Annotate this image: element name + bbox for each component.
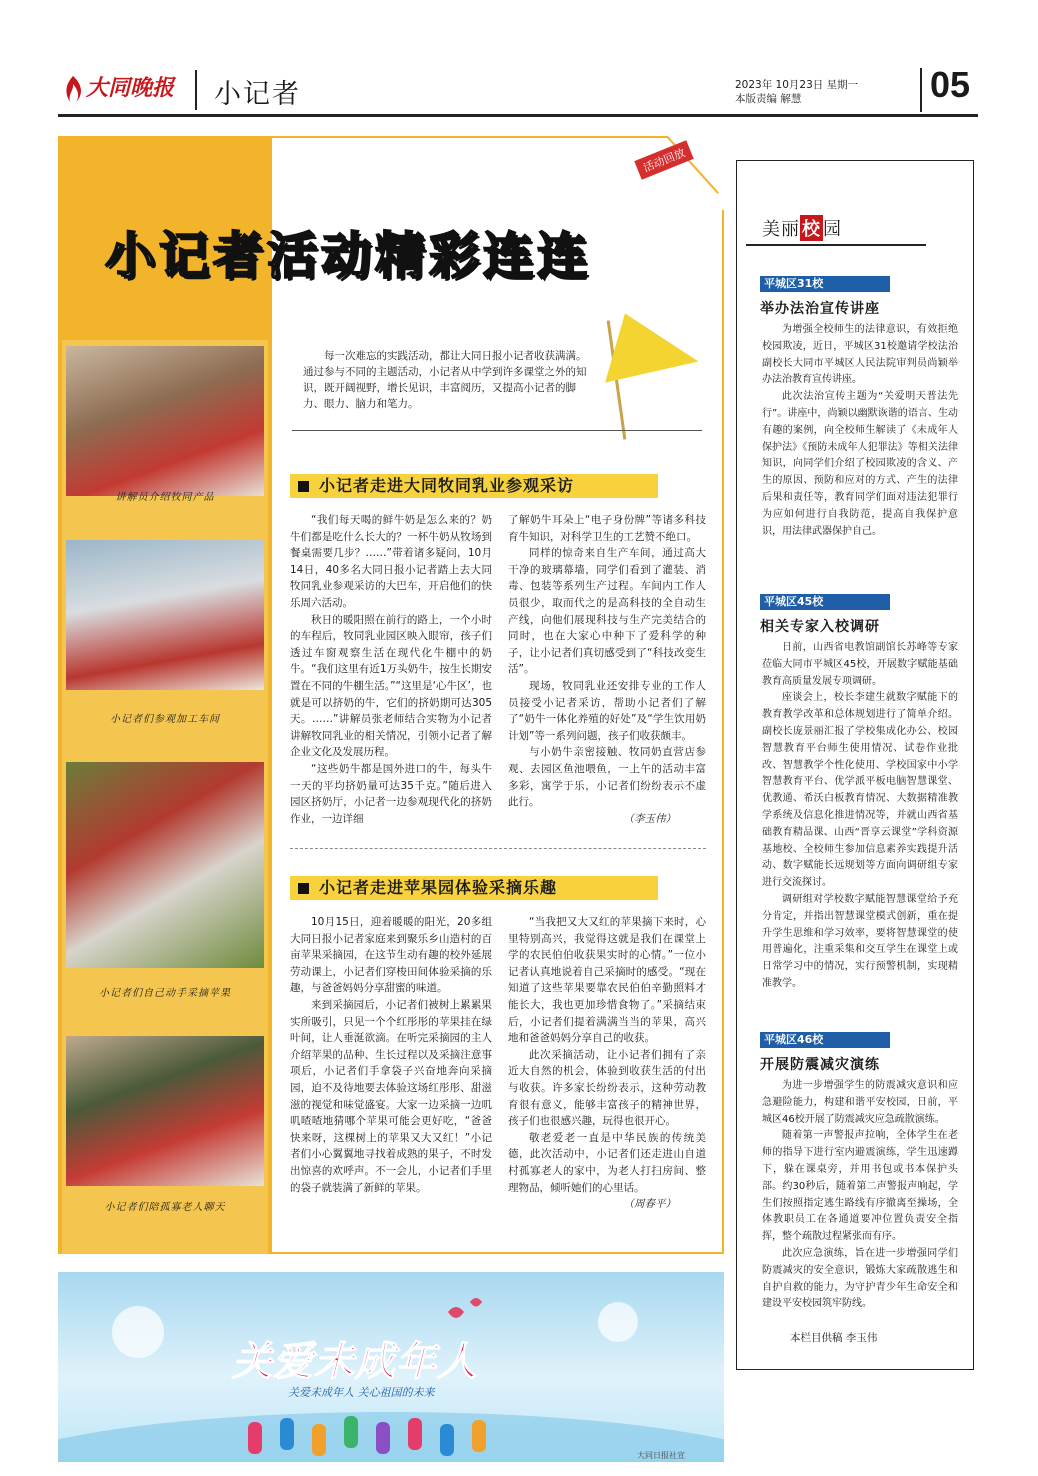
section1-right-column <box>508 512 706 827</box>
feature-title: 小记者活动精彩连连 <box>105 227 591 285</box>
paragraph: 此次采摘活动，让小记者们拥有了亲近大自然的机会，体验到收获生活的付出与收获。许多家长纷纷表示，这种劳动教育很有意义，能够丰富孩子的精神世界，孩子们也很感兴趣，玩得也很开心。 <box>508 1048 706 1128</box>
flag-icon <box>605 313 706 405</box>
school-tag: 平城区45校 <box>760 594 890 610</box>
section-heading <box>290 876 658 900</box>
paragraph: 同样的惊奇来自生产车间，通过高大干净的玻璃幕墙，同学们看到了灌装、消毒、包装等系列生产过程。车间内工作人员很少，取而代之的是高科技的全自动生产线，向他们展现科技与生产完美结合的同时，也在大家心中种下了爱科学的种子，让小记者们真切感受到了“科技改变生活”。 <box>508 547 706 676</box>
photo-guide-product <box>66 346 264 496</box>
paragraph: 现场，牧同乳业还安排专业的工作人员接受小记者采访，帮助小记者们了解了“奶牛一体化养殖的好处”及“学生饮用奶计划”等一系列问题，孩子们收获颇丰。 <box>508 679 706 742</box>
section-heading-text: 小记者走进大同牧同乳业参观采访 <box>319 476 575 495</box>
photo-caption: 小记者们自己动手采摘苹果 <box>99 988 231 999</box>
section2-left-column <box>290 914 492 1196</box>
date-block <box>735 78 858 106</box>
section-divider <box>290 848 706 850</box>
banner-subtitle: 关爱未成年人 关心祖国的未来 <box>288 1386 435 1399</box>
section2-right-column <box>508 914 706 1213</box>
sidebar-title-highlight: 校 <box>800 215 823 241</box>
editor-line: 本版责编 解慧 <box>735 93 802 105</box>
banner-title: 关爱未成年人 <box>232 1339 478 1385</box>
school-tag: 平城区31校 <box>760 276 890 292</box>
intro-divider <box>292 430 702 431</box>
section-title: 小记者 <box>214 79 301 110</box>
paragraph: 来到采摘园后，小记者们被树上累累果实所吸引，只见一个个红彤彤的苹果挂在绿叶间，让人垂涎欲滴。在听完采摘园的主人介绍苹果的品种、生长过程以及采摘注意事项后，小记者们手拿袋子兴奋地奔向采摘园，迫不及待地要去体验这场红彤彤、甜滋滋的视觉和味觉盛宴。大家一边采摘一边叽叽喳喳地猜哪个苹果可能会更好吃，“爸爸快来呀，这棵树上的苹果又大又红！”小记者们小心翼翼地寻找着成熟的果子，不时发出惊喜的欢呼声。不一会儿，小记者们手里的袋子就装满了新鲜的苹果。 <box>290 998 492 1194</box>
logo-text: 大同晚报 <box>86 75 175 101</box>
page-number: 05 <box>930 64 971 105</box>
photo-apple-picking <box>66 762 264 968</box>
frame-bottom-line <box>270 1252 724 1254</box>
paragraph: 与小奶牛亲密接触、牧同奶直营店参观、去园区鱼池喂鱼，一上午的活动丰富多彩，寓学于乐，小记者们纷纷表示不虚此行。 <box>508 746 706 809</box>
paragraph: 随着第一声警报声拉响，全体学生在老师的指导下进行室内避震演练，学生迅速蹲下，躲在课桌旁，并用书包或书本保护头部。约30秒后，随着第二声警报声响起，学生们按照指定逃生路线有序撤离至操场，全体教职员工在各通道要冲位置负责安全指挥，整个疏散过程紧张而有序。 <box>762 1130 958 1243</box>
news-heading: 相关专家入校调研 <box>760 619 880 635</box>
newspaper-logo <box>62 66 180 110</box>
feature-intro: 每一次难忘的实践活动，都让大同日报小记者收获满满。通过参与不同的主题活动，小记者从中学到许多课堂之外的知识，既开阔视野，增长见识，丰富阅历，又提高小记者的脚力、眼力、脑力和笔力。 <box>303 350 587 410</box>
masthead-rule <box>58 114 978 117</box>
paragraph: 此次应急演练，旨在进一步增强同学们防震减灾的安全意识，锻炼大家疏散逃生和自护自救的能力，为守护青少年生命安全和建设平安校园筑牢防线。 <box>762 1247 958 1310</box>
header-separator <box>195 70 197 110</box>
sidebar-footer: 本栏目供稿 李玉伟 <box>790 1332 878 1344</box>
sidebar-title-rule <box>746 244 926 246</box>
frame-right-line <box>722 210 724 1254</box>
page-number-separator <box>920 68 922 112</box>
section1-left-column <box>290 512 492 827</box>
frame-top-line <box>270 136 668 138</box>
news-heading: 举办法治宣传讲座 <box>760 301 880 317</box>
activity-tag: 活动回放 <box>634 140 693 180</box>
photo-caption: 讲解员介绍牧同产品 <box>115 492 215 503</box>
news-body <box>762 640 958 993</box>
photo-caption: 小记者们陪孤寡老人聊天 <box>104 1202 226 1213</box>
paragraph: 秋日的暖阳照在前行的路上，一个小时的车程后，牧同乳业园区映入眼帘，孩子们透过车窗观察生活在现代化牛棚中的奶牛。“我们这里有近1万头奶牛，按生长期安置在不同的牛棚生活。”“这里是‘心牛区’，也就是可以挤奶的牛，它们的挤奶期可达305天。……”讲解员张老师结合实物为小记者讲解牧同乳业的相关情况，引领小记者了解企业文化及发展历程。 <box>290 613 492 759</box>
news-body <box>762 322 958 540</box>
paragraph: 了解奶牛耳朵上“电子身份牌”等诸多科技育牛知识，对科学卫生的工艺赞不绝口。 <box>508 514 706 543</box>
paragraph: 敬老爱老一直是中华民族的传统美德，此次活动中，小记者们还走进山自道村孤寡老人的家中，为老人打扫房间、整理物品，倾听她们的心里话。 <box>508 1131 706 1194</box>
school-tag: 平城区46校 <box>760 1032 890 1048</box>
paragraph: 10月15日，迎着暖暖的阳光，20多组大同日报小记者家庭来到聚乐乡山造村的百亩苹果采摘园，在这节生动有趣的校外延展劳动课上，小记者们穿梭田间体验采摘的乐趣，与爸爸妈妈分享甜蜜的味道。 <box>290 916 492 995</box>
paragraph: 座谈会上，校长李建生就数字赋能下的教育教学改革和总体规划进行了简单介绍。副校长庞景丽汇报了学校集成化办公、校园智慧教育平台师生使用情况、试卷作业批改、智慧教学个性化使用、学校国家中小学智慧教育平台、优学派平板电脑智慧课堂、优教通、希沃白板教育情况、大数据精准教学系统及信息化推进情况等，并就山西省基础教育精品课、山西“晋享云课堂”学科资源基地校、全校师生参加信息素养实践提升活动、数字赋能长远规划等方面向调研组专家进行交流探讨。 <box>762 692 958 889</box>
photo-caption: 小记者们参观加工车间 <box>110 714 220 725</box>
sidebar-title-suffix: 园 <box>823 219 842 240</box>
paragraph: “我们每天喝的鲜牛奶是怎么来的？奶牛们都是吃什么长大的？一杯牛奶从牧场到餐桌需要几步？……”带着诸多疑问，10月14日，40多名大同日报小记者踏上去大同牧同乳业参观采访的大巴车，开启他们的快乐周六活动。 <box>290 514 492 609</box>
date-line: 2023年 10月23日 星期一 <box>735 79 859 91</box>
flame-logo-icon <box>62 74 84 104</box>
paragraph: 为增强全校师生的法律意识，有效拒绝校园欺凌，近日，平城区31校邀请学校法治副校长大同市平城区人民法院审判员尚颖举办法治教育宣传讲座。 <box>762 324 958 386</box>
square-bullet-icon <box>298 481 309 492</box>
news-heading: 开展防震减灾演练 <box>760 1057 880 1073</box>
section-heading-text: 小记者走进苹果园体验采摘乐趣 <box>319 878 558 897</box>
paragraph: 日前，山西省电教馆副馆长苏峰等专家莅临大同市平城区45校，开展数字赋能基础教育高质量发展专项调研。 <box>762 642 958 687</box>
sidebar-title <box>762 215 842 241</box>
section-heading <box>290 474 658 498</box>
square-bullet-icon <box>298 883 309 894</box>
news-body <box>762 1078 958 1313</box>
paragraph: 此次法治宣传主题为“关爱明天普法先行”。讲座中，尚颖以幽默诙谐的语言、生动有趣的案例，向全校师生解读了《未成年人保护法》《预防未成年人犯罪法》等相关法律知识，向同学们介绍了校园欺凌的含义、产生的原因、预防和应对的方式、产生的法律后果和责任等，教育同学们面对违法犯罪行为应如何进行自我防范，提高自我保护意识，用法律武器保护自己。 <box>762 391 958 537</box>
byline: （李玉伟） <box>623 812 676 825</box>
photo-elderly-chat <box>66 1036 264 1186</box>
sidebar-title-prefix: 美丽 <box>762 219 800 240</box>
photo-workshop-visit <box>66 540 264 690</box>
paragraph: 为进一步增强学生的防震减灾意识和应急避险能力，构建和谐平安校园，日前，平城区46校开展了防震减灾应急疏散演练。 <box>762 1080 958 1125</box>
paragraph: “当我把又大又红的苹果摘下来时，心里特别高兴，我觉得这就是我们在课堂上学的农民伯伯收获果实时的心情。”一位小记者认真地说着自己采摘时的感受。“现在知道了这些苹果要靠农民伯伯辛勤照料才能长大，我也更加珍惜食物了。”采摘结束后，小记者们提着满满当当的苹果，高兴地和爸爸妈妈分享自己的收获。 <box>508 916 706 1045</box>
paragraph: “这些奶牛都是国外进口的牛，每头牛一天的平均挤奶量可达35千克。”随后进入园区挤奶厅，小记者一边参观现代化的挤奶作业，一边详细 <box>290 762 492 825</box>
banner-credit: 大同日报社宣 <box>637 1451 685 1460</box>
byline: （周春平） <box>623 1198 676 1211</box>
paragraph: 调研组对学校数字赋能智慧课堂给予充分肯定，并指出智慧课堂模式创新，重在提升学生思维和学习效率，要将智慧课堂的使用普遍化，注重采集和交互学生在课堂上或日常学习中的情况，实行预警机制，实现精准教学。 <box>762 893 958 989</box>
